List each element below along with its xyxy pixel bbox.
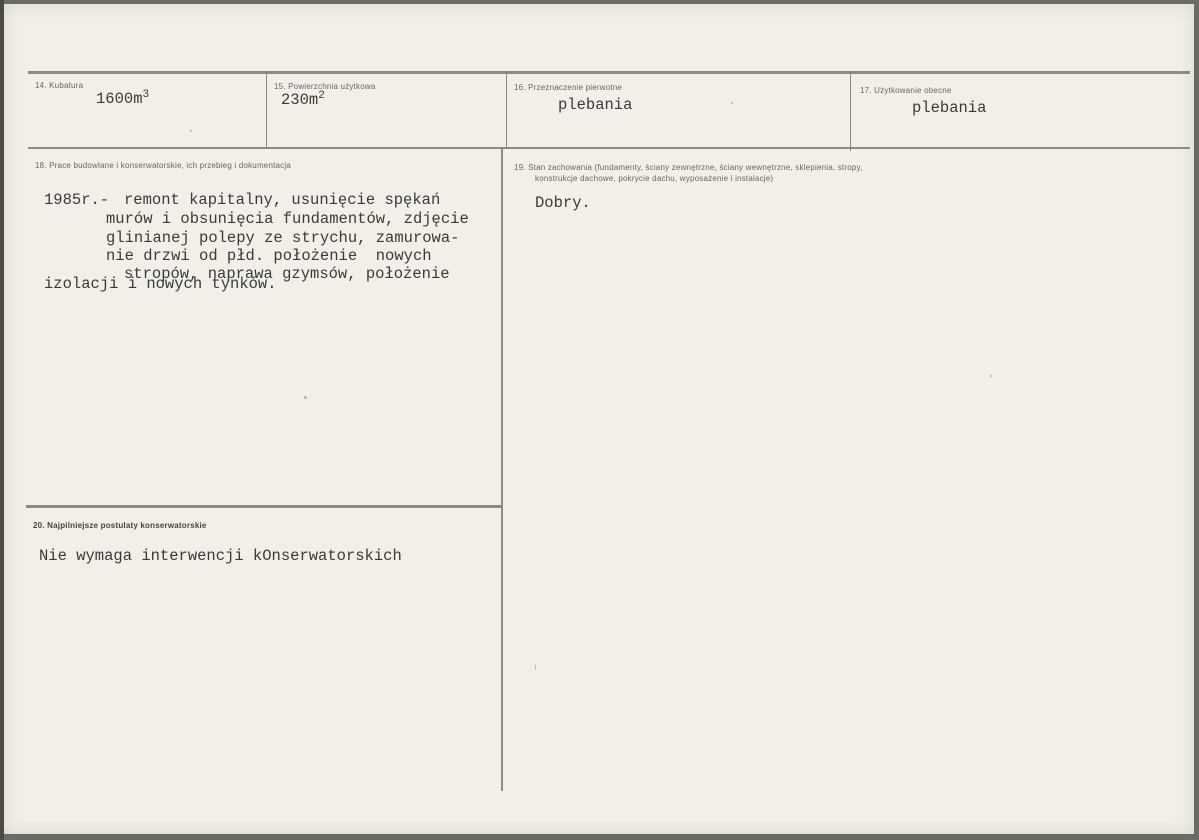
field-19-label-line2: konstrukcje dachowe, pokrycie dachu, wyposażenie i instalacje) [535, 174, 774, 183]
field-15-value [281, 91, 325, 110]
row1-bottom-rule [28, 147, 1190, 149]
field-20-label: 20. Najpilniejsze postulaty konserwatorskie [33, 521, 207, 530]
field-15-label: 15. Powierzchnia użytkowa [274, 82, 376, 91]
divider-16-17 [850, 73, 851, 151]
field-20-value: Nie wymaga interwencji kOnserwatorskich [39, 547, 402, 565]
field-18-line-1: remont kapitalny, usunięcie spękań [124, 191, 441, 209]
field-18-year: 1985r.- [44, 191, 110, 209]
paper-speck [190, 130, 192, 132]
field-18-line-3: glinianej polepy ze strychu, zamurowa- [106, 229, 460, 247]
divider-14-15 [266, 73, 267, 147]
paper-speck [731, 102, 733, 104]
field-17-label: 17. Użytkowanie obecne [860, 86, 952, 95]
field-14-number: 1600m [96, 90, 143, 108]
field-19-label-line1: 19. Stan zachowania (fundamenty, ściany zewnętrzne, ściany wewnętrzne, sklepienia, stropy, [514, 163, 863, 172]
divider-15-16 [506, 73, 507, 147]
field-18-line-4: nie drzwi od płd. położenie nowych [106, 247, 432, 265]
section20-top-rule [26, 505, 502, 508]
field-18-label: 18. Prace budowlane i konserwatorskie, ich przebieg i dokumentacja [35, 161, 292, 170]
main-column-divider [501, 149, 503, 791]
field-14-value [96, 90, 149, 109]
paper-speck [304, 396, 307, 399]
field-16-label: 16. Przeznaczenie pierwotne [514, 83, 623, 92]
field-15-number: 230m [281, 91, 319, 109]
record-card [4, 4, 1194, 834]
field-16-value: plebania [558, 96, 633, 114]
field-18-line-5: stropów, naprawa gzymsów, położenie [124, 265, 450, 283]
field-15-exponent: 2 [318, 90, 325, 102]
top-rule [28, 71, 1190, 74]
field-18-line-6: izolacji i nowych tynków. [44, 275, 277, 293]
field-14-exponent: 3 [142, 89, 150, 101]
paper-speck [535, 664, 536, 670]
field-14-label: 14. Kubatura [35, 81, 84, 90]
field-17-value: plebania [912, 99, 987, 117]
field-18-line-2: murów i obsunięcia fundamentów, zdjęcie [106, 210, 469, 228]
field-19-value: Dobry. [535, 194, 591, 212]
paper-speck [990, 375, 992, 377]
